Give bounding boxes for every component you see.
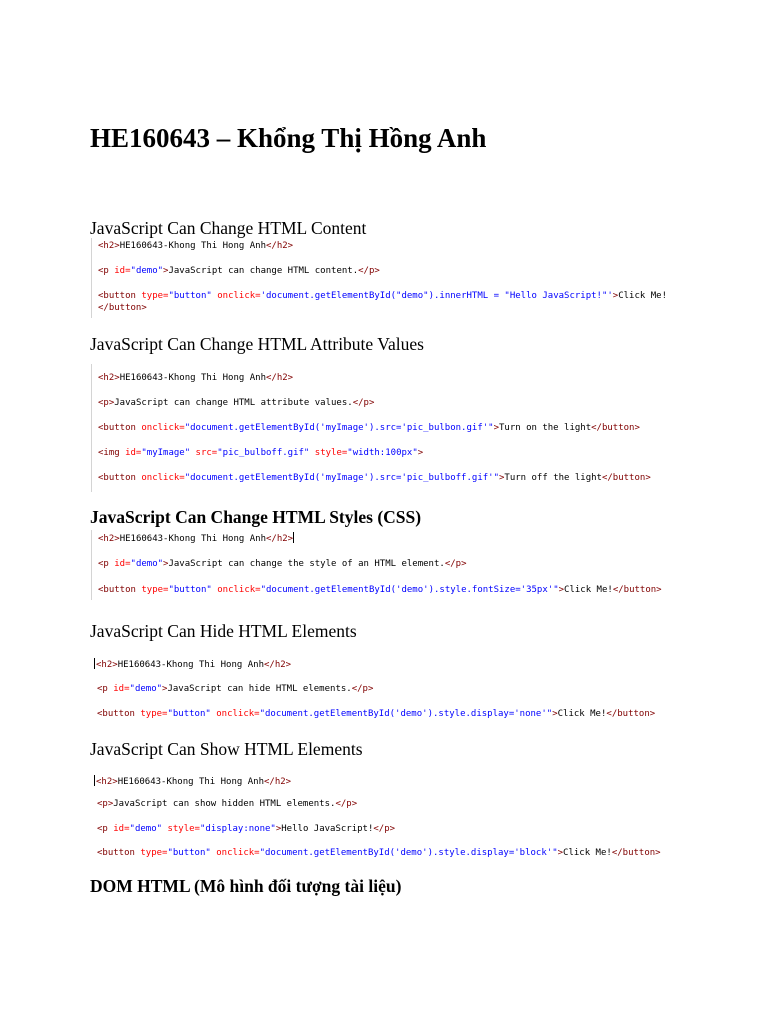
code-line	[94, 775, 291, 788]
code-line	[98, 302, 147, 314]
code-token: JavaScript can change HTML content.	[168, 266, 359, 276]
code-token: onclick=	[217, 585, 261, 595]
code-token: >	[163, 266, 169, 276]
code-token: JavaScript can change HTML attribute values.	[114, 398, 353, 408]
code-token: "display:none"	[199, 824, 276, 834]
code-token: JavaScript can show hidden HTML elements.	[113, 799, 336, 809]
code-token: onclick=	[217, 291, 261, 301]
code-token: JavaScript can hide HTML elements.	[167, 684, 352, 694]
code-token: >	[163, 559, 169, 569]
code-token: <button	[97, 848, 141, 858]
code-token: >	[417, 448, 424, 458]
code-token: type=	[140, 709, 168, 719]
code-token: <button	[98, 423, 142, 433]
code-token: <button	[97, 709, 141, 719]
code-token: </p>	[444, 559, 467, 569]
code-token: Click Me!	[557, 709, 607, 719]
section-heading-dom-html: DOM HTML (Mô hình đối tượng tài liệu)	[90, 876, 402, 896]
code-line	[97, 798, 357, 810]
code-line	[98, 290, 667, 302]
code-token: "pic_bulboff.gif"	[217, 448, 315, 458]
code-token: >	[552, 709, 558, 719]
code-line	[98, 447, 423, 459]
code-token: Hello JavaScript!	[281, 824, 374, 834]
code-block	[91, 530, 662, 600]
code-token: >	[612, 291, 619, 301]
code-token: HE160643-Khong Thi Hong Anh	[119, 373, 266, 383]
code-token: id=	[113, 684, 130, 694]
code-token: HE160643-Khong Thi Hong Anh	[119, 534, 266, 544]
code-line	[98, 422, 640, 434]
code-token: id=	[113, 824, 130, 834]
code-token: <p>	[98, 398, 115, 408]
code-token: "document.getElementById('myImage').src='pic_bulboff.gif'"	[184, 473, 499, 483]
code-token: <p>	[97, 799, 114, 809]
code-token: src=	[195, 448, 218, 458]
code-token: </p>	[373, 824, 396, 834]
code-token: >	[557, 848, 564, 858]
section-heading-show-elements: JavaScript Can Show HTML Elements	[90, 739, 363, 759]
code-token: type=	[141, 291, 169, 301]
code-token: JavaScript can change the style of an HTML element.	[168, 559, 445, 569]
code-line	[98, 265, 380, 277]
code-token: "document.getElementById('demo').style.display='none'"	[259, 709, 553, 719]
code-token: "document.getElementById('myImage').src='pic_bulbon.gif'"	[184, 423, 494, 433]
code-token: onclick=	[141, 423, 185, 433]
code-token: "document.getElementById('demo').style.fontSize='35px'"	[260, 585, 559, 595]
code-token: 'document.getElementById("demo").innerHTML = "Hello JavaScript!"'	[260, 291, 613, 301]
code-token: style=	[167, 824, 200, 834]
code-token: "button"	[167, 848, 217, 858]
code-token: "demo"	[129, 824, 168, 834]
code-token: </h2>	[266, 373, 294, 383]
code-token: <p	[97, 684, 114, 694]
code-token: "button"	[167, 709, 217, 719]
section-heading-hide-elements: JavaScript Can Hide HTML Elements	[90, 621, 357, 641]
code-line	[97, 683, 373, 695]
code-token: type=	[141, 585, 169, 595]
code-token: </h2>	[266, 534, 294, 544]
section-heading-change-attributes: JavaScript Can Change HTML Attribute Values	[90, 334, 424, 354]
section-heading-change-content: JavaScript Can Change HTML Content	[90, 218, 367, 238]
code-token: Turn on the light	[499, 423, 592, 433]
text-cursor	[94, 658, 95, 669]
code-token: <img	[98, 448, 126, 458]
code-token: "myImage"	[141, 448, 196, 458]
code-line	[98, 472, 651, 484]
text-cursor	[94, 775, 95, 786]
code-token: "demo"	[130, 266, 164, 276]
code-token: </button>	[612, 585, 662, 595]
code-token: id=	[114, 266, 131, 276]
code-token: </p>	[358, 266, 380, 276]
code-token: </p>	[352, 398, 375, 408]
code-block	[91, 364, 651, 492]
section-heading-change-styles: JavaScript Can Change HTML Styles (CSS)	[90, 507, 422, 527]
code-token: </h2>	[264, 660, 292, 670]
page-title: HE160643 – Khổng Thị Hồng Anh	[90, 123, 487, 153]
code-token: Click Me!	[618, 291, 667, 301]
code-token: </p>	[335, 799, 358, 809]
code-token: onclick=	[216, 848, 260, 858]
code-token: id=	[114, 559, 131, 569]
code-token: </p>	[351, 684, 374, 694]
code-token: </h2>	[264, 777, 292, 787]
code-token: "document.getElementById('demo').style.display='block'"	[259, 848, 558, 858]
code-token: <p	[98, 559, 115, 569]
code-token: <h2>	[98, 534, 120, 544]
code-token: HE160643-Khong Thi Hong Anh	[119, 241, 266, 251]
code-token: <h2>	[98, 373, 120, 383]
code-line	[98, 372, 293, 384]
code-token: >	[275, 824, 282, 834]
code-token: HE160643-Khong Thi Hong Anh	[117, 660, 264, 670]
code-token: </button>	[591, 423, 640, 433]
code-token: >	[162, 684, 168, 694]
code-token: <button	[98, 473, 142, 483]
code-line	[98, 584, 662, 596]
code-token: "width:100px"	[347, 448, 418, 458]
code-line	[98, 558, 467, 570]
code-line	[97, 708, 655, 720]
code-token: type=	[140, 848, 168, 858]
text-cursor	[293, 532, 294, 543]
code-token: >	[493, 423, 499, 433]
code-token: id=	[125, 448, 142, 458]
code-token: Turn off the light	[504, 473, 602, 483]
code-token: HE160643-Khong Thi Hong Anh	[117, 777, 264, 787]
code-line	[97, 823, 395, 835]
code-block	[91, 238, 667, 318]
code-token: >	[558, 585, 565, 595]
code-token: style=	[314, 448, 348, 458]
code-token: <h2>	[96, 660, 118, 670]
code-token: <p	[98, 266, 115, 276]
code-token: </button>	[611, 848, 661, 858]
code-token: "button"	[168, 585, 218, 595]
code-token: <p	[97, 824, 114, 834]
code-line	[98, 397, 374, 409]
code-token: <button	[98, 585, 142, 595]
code-token: onclick=	[141, 473, 185, 483]
code-token: >	[499, 473, 505, 483]
code-line	[94, 658, 291, 671]
code-token: </h2>	[266, 241, 294, 251]
code-token: "demo"	[129, 684, 163, 694]
code-token: <h2>	[98, 241, 120, 251]
code-line	[98, 532, 294, 545]
code-token: </button>	[601, 473, 651, 483]
code-token: Click Me!	[564, 585, 613, 595]
code-line	[97, 847, 661, 859]
code-token: onclick=	[216, 709, 260, 719]
code-token: </button>	[606, 709, 656, 719]
code-token: "demo"	[130, 559, 164, 569]
code-line	[98, 240, 293, 252]
code-token: "button"	[168, 291, 218, 301]
code-token: <h2>	[96, 777, 118, 787]
code-token: <button	[98, 291, 142, 301]
code-token: </button>	[98, 303, 147, 313]
code-token: Click Me!	[563, 848, 612, 858]
